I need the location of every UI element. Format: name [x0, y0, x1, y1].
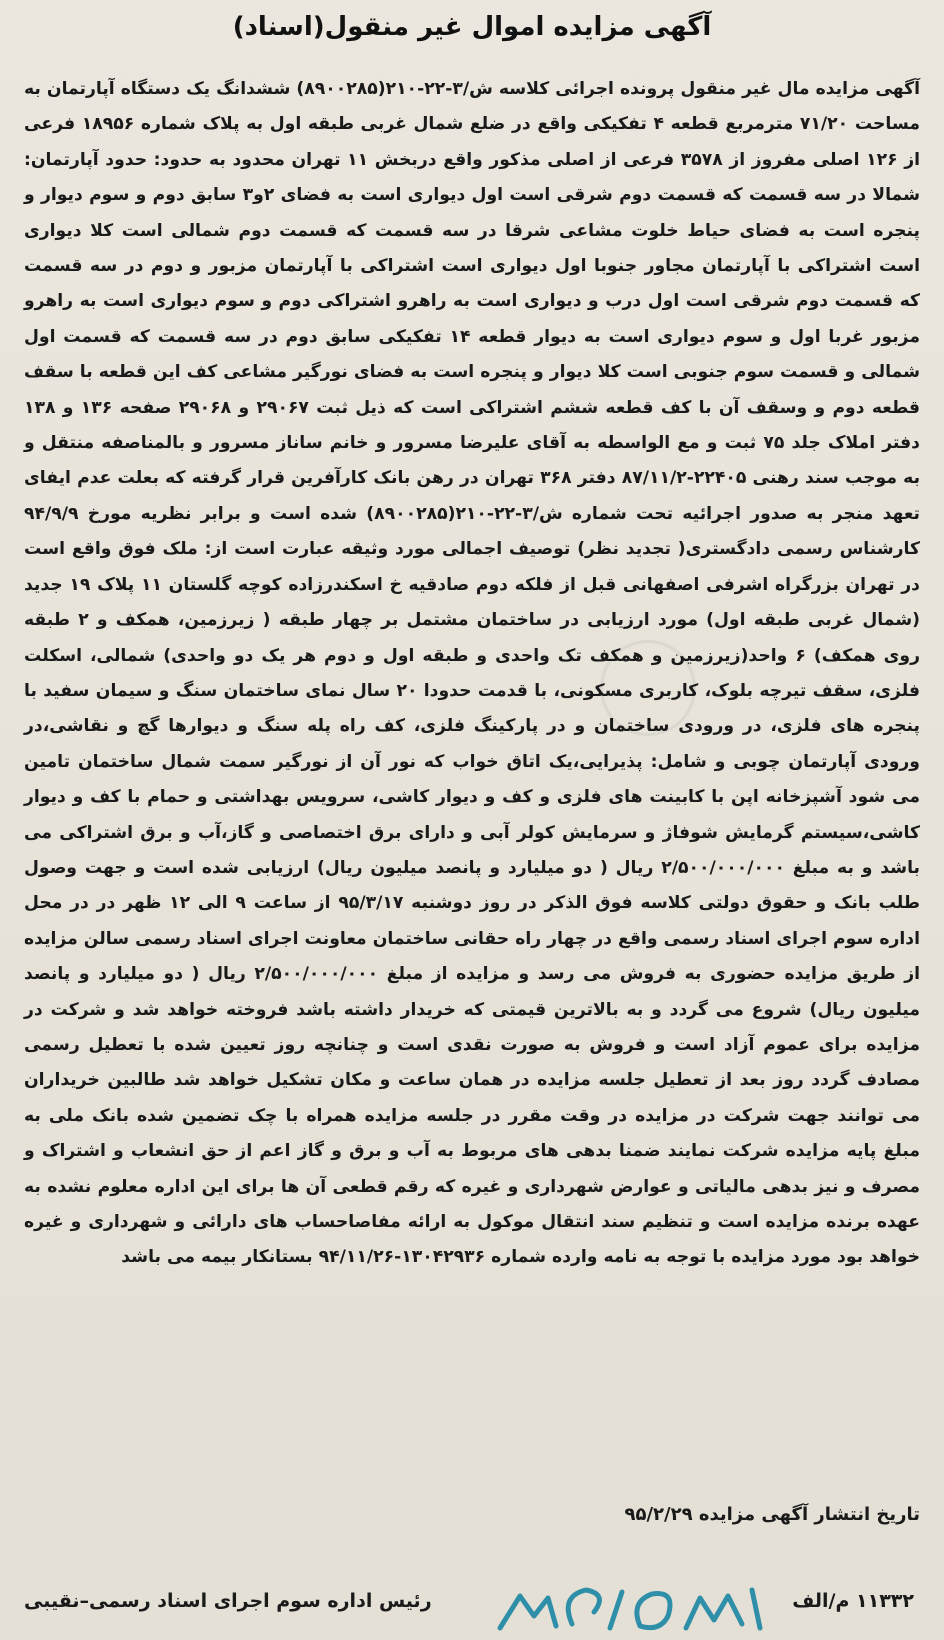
- publish-date-line: تاریخ انتشار آگهی مزایده ۹۵/۲/۲۹: [624, 1504, 920, 1525]
- handwritten-number: [490, 1576, 770, 1638]
- notice-footer: [0, 1580, 944, 1636]
- signer-name: رئیس اداره سوم اجرای اسناد رسمی–نقیبی: [24, 1590, 432, 1612]
- reference-code: ۱۱۳۳۲ م/الف: [792, 1590, 914, 1612]
- notice-title: آگهی مزایده اموال غیر منقول(اسناد): [232, 12, 712, 42]
- notice-body: آگهی مزایده مال غیر منقول پرونده اجرائی کلاسه ش/۳-۲۲-۲۱۰(۸۹۰۰۲۸۵) ششدانگ یک دستگاه آپارتمان به مساحت ۷۱/۲۰ مترمربع قطعه ۴ تفکیکی واقع در ضلع شمال غربی طبقه اول به پلاک شماره ۱۸۹۵۶ فرعی از ۱۲۶ اصلی مفروز از ۳۵۷۸ فرعی از اصلی مذکور واقع دربخش ۱۱ تهران محدود به حدود: حدود آپارتمان: شمالا در سه قسمت که قسمت دوم شرقی است اول دیواری است به فضای ۲و۳ سابق دوم و سوم دیوار و پنجره است به فضای حیاط خلوت مشاعی شرقا در سه قسمت که قسمت دوم شمالی است کلا دیواری است اشتراکی با آپارتمان مجاور جنوبا اول دیواری است اشتراکی با آپارتمان مزبور و دوم در سه قسمت که قسمت دوم شرقی است اول درب و دیواری است به راهرو اشتراکی دوم و سوم دیواری است به راهرو مزبور غربا اول و سوم دیواری است به دیوار قطعه ۱۴ تفکیکی سابق دوم در سه قسمت که قسمت اول شمالی و قسمت سوم جنوبی است کلا دیوار و پنجره است به فضای نورگیر مشاعی کف این قطعه با سقف قطعه دوم و وسقف آن با کف قطعه ششم اشتراکی است که ذیل ثبت ۲۹۰۶۷ و ۲۹۰۶۸ صفحه ۱۳۶ و ۱۳۸ دفتر املاک جلد ۷۵ ثبت و مع الواسطه به آقای علیرضا مسرور و خانم ساناز مسرور و بالمناصفه منتقل و به موجب سند رهنی ۲۲۴۰۵-۸۷/۱۱/۲ دفتر ۳۶۸ تهران در رهن بانک کارآفرین قرار گرفته که بعلت عدم ایفای تعهد منجر به صدور اجرائیه تحت شماره ش/۳-۲۲-۲۱۰(۸۹۰۰۲۸۵) شده است و برابر نظریه مورخ ۹۴/۹/۹ کارشناس رسمی دادگستری( تجدید نظر) توصیف اجمالی مورد وثیقه عبارت است از: ملک فوق واقع است در تهران بزرگراه اشرفی اصفهانی قبل از فلکه دوم صادقیه خ اسکندرزاده کوچه گلستان ۱۱ پلاک ۱۹ جدید (شمال غربی طبقه اول) مورد ارزیابی در ساختمان مشتمل بر چهار طبقه ( زیرزمین، همکف و ۲ طبقه روی همکف) ۶ واحد(زیرزمین و همکف تک واحدی و طبقه اول و دوم هر یک دو واحدی) شمالی، اسکلت فلزی، سقف تیرچه بلوک، کاربری مسکونی، با قدمت حدودا ۲۰ سال نمای ساختمان سنگ و سیمان سفید با پنجره های فلزی، در ورودی ساختمان و در پارکینگ فلزی، کف راه پله سنگ و دیوارها گچ و نقاشی،در ورودی آپارتمان چوبی و شامل: پذیرایی،یک اتاق خواب که نور آن از نورگیر سمت شمال ساختمان تامین می شود آشپزخانه اپن با کابینت های فلزی و کف و دیوار کاشی، سرویس بهداشتی و حمام با کف و دیوار کاشی،سیستم گرمایش شوفاژ و سرمایش کولر آبی و دارای برق اختصاصی و گاز،آب و برق اشتراکی می باشد و به مبلغ ۲/۵۰۰/۰۰۰/۰۰۰ ریال ( دو میلیارد و پانصد میلیون ریال) ارزیابی شده است و جهت وصول طلب بانک و حقوق دولتی کلاسه فوق الذکر در روز دوشنبه ۹۵/۳/۱۷ از ساعت ۹ الی ۱۲ ظهر در در محل اداره سوم اجرای اسناد رسمی واقع در چهار راه حقانی ساختمان معاونت اجرای اسناد رسمی سالن مزایده از طریق مزایده حضوری به فروش می رسد و مزایده از مبلغ ۲/۵۰۰/۰۰۰/۰۰۰ ریال ( دو میلیارد و پانصد میلیون ریال) شروع می گردد و به بالاترین قیمتی که خریدار داشته باشد فروخته خواهد شد و شرکت در مزایده برای عموم آزاد است و فروش به صورت نقدی است و چنانچه روز تعیین شده با تعطیل رسمی مصادف گردد روز بعد از تعطیل جلسه مزایده در همان ساعت و مکان تشکیل خواهد شد طالبین خریداران می توانند جهت شرکت در مزایده در وقت مقرر در جلسه مزایده همراه با چک تضمین شده بانک ملی به مبلغ پایه مزایده شرکت نمایند ضمنا بدهی های مربوط به آب و برق و گاز اعم از حق انشعاب و اشتراک و مصرف و نیز بدهی مالیاتی و عوارض شهرداری و غیره که رقم قطعی آن ها برای این اداره معلوم نشده به عهده برنده مزایده است و تنظیم سند انتقال موکول به ارائه مفاصاحساب های دارائی و شهرداری و غیره خواهد بود مورد مزایده با توجه به نامه وارده شماره ۱۳۰۴۲۹۳۶-۹۴/۱۱/۲۶ بستانکار بیمه می باشد: [24, 79, 921, 1268]
